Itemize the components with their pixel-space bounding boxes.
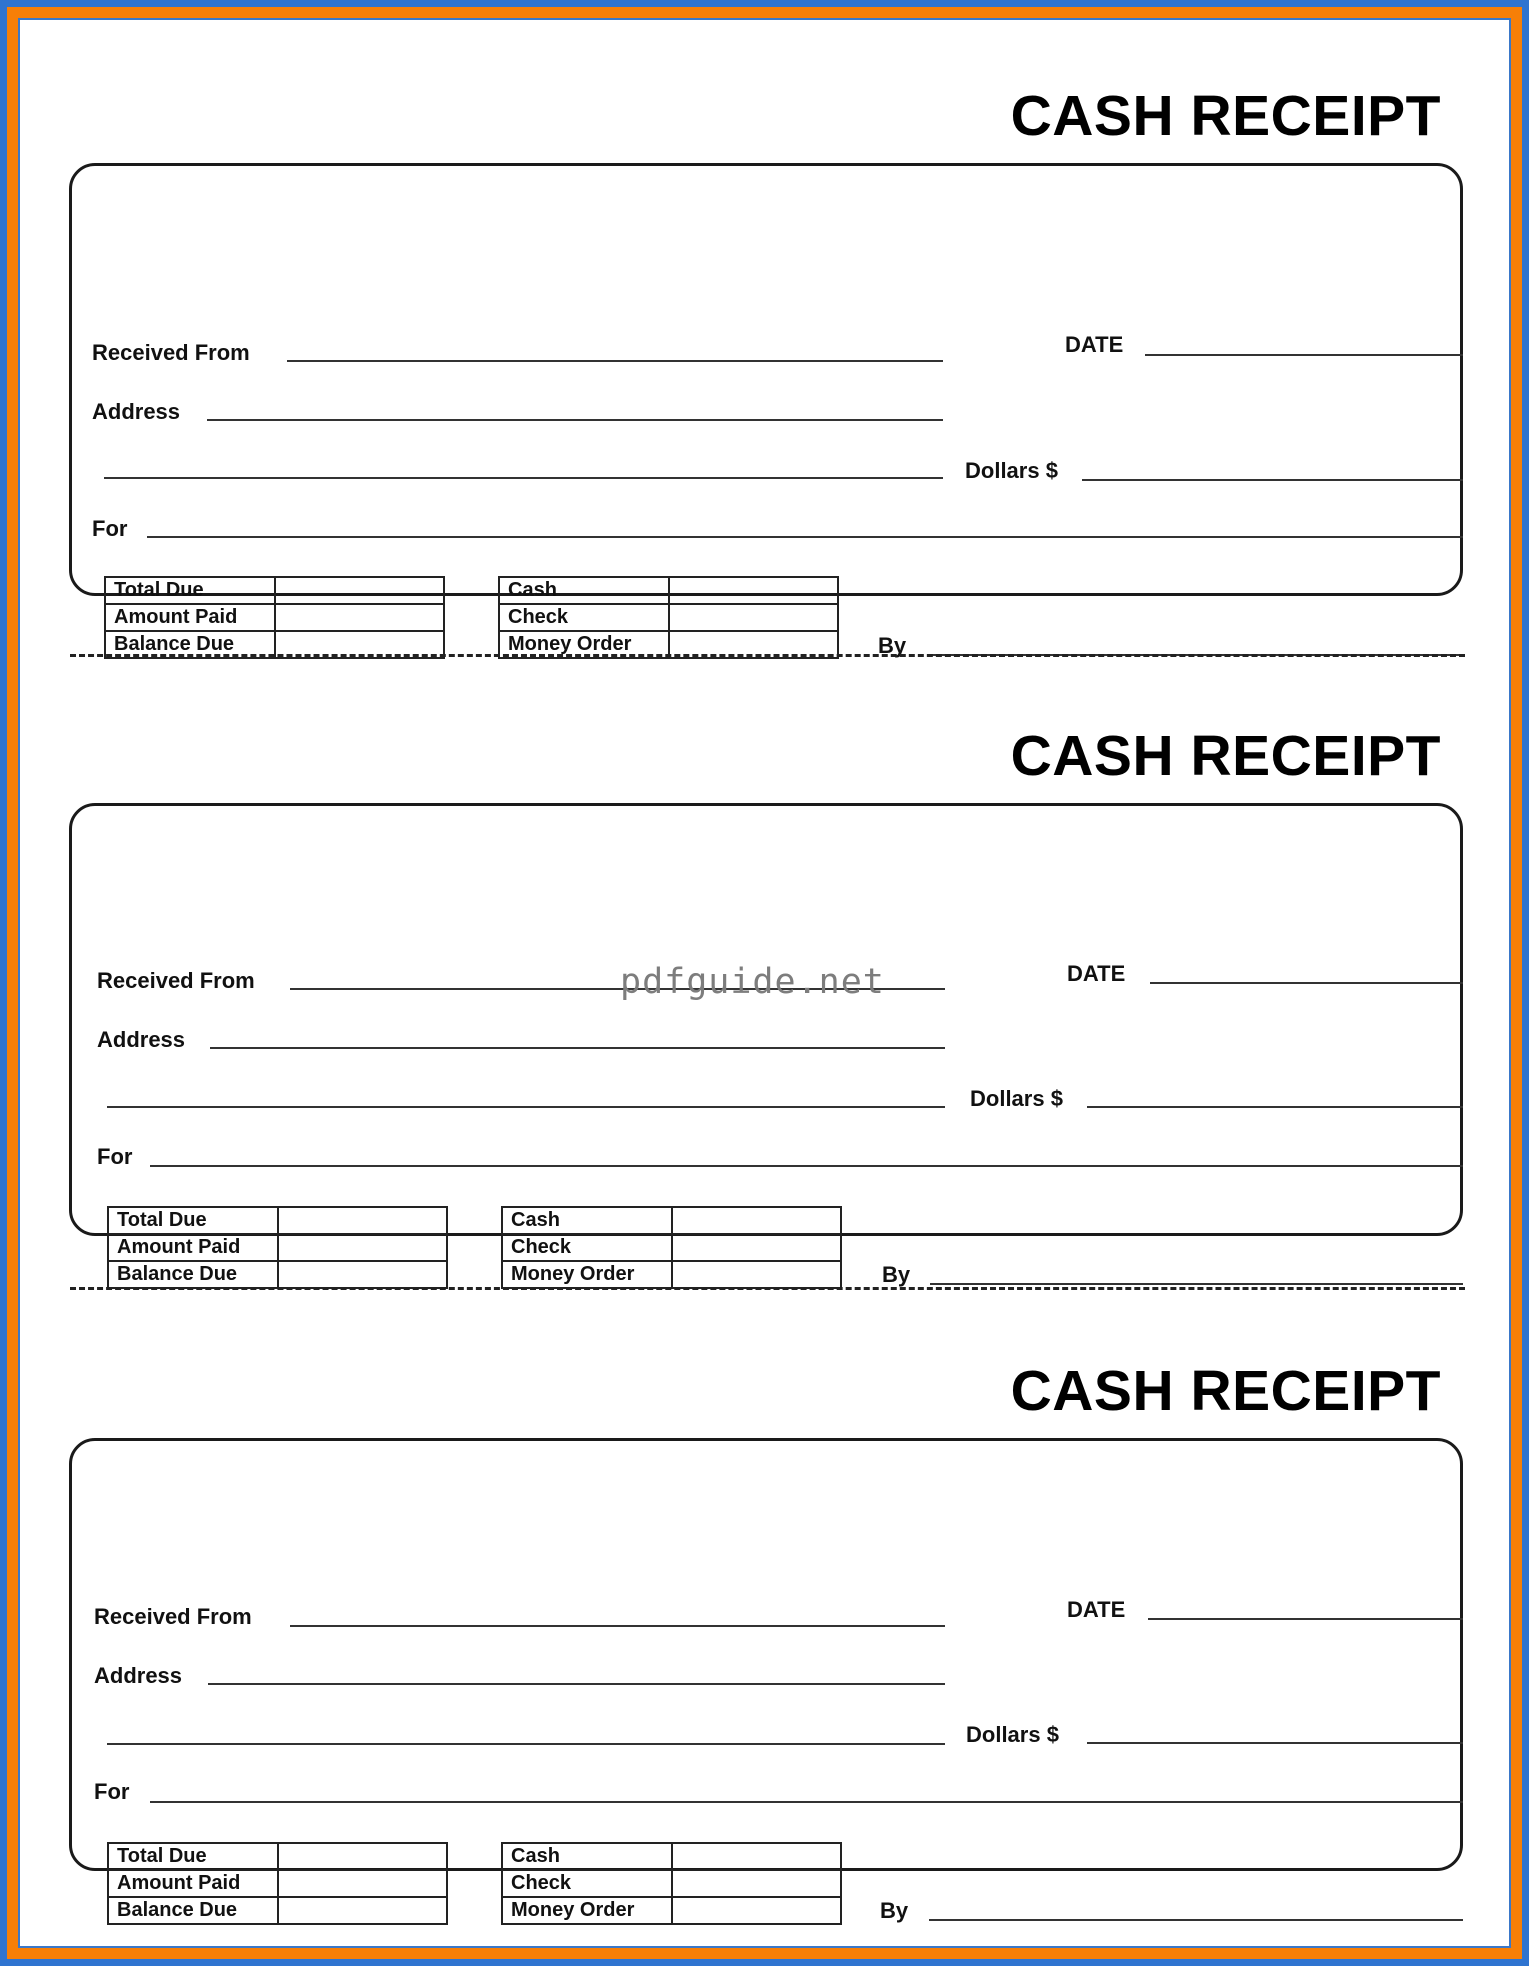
- date-field[interactable]: [1148, 1618, 1463, 1620]
- received-from-label: Received From: [92, 340, 250, 365]
- check-label: Check: [502, 1234, 672, 1261]
- receipt-title: CASH RECEIPT: [1010, 1359, 1441, 1423]
- total-due-label: Total Due: [108, 1843, 278, 1870]
- received-from-label: Received From: [94, 1604, 252, 1629]
- totals-table: [104, 576, 445, 659]
- watermark-text: pdfguide.net: [620, 962, 885, 1002]
- received-from-label: Received From: [97, 968, 255, 993]
- received-from-field[interactable]: [290, 1625, 945, 1627]
- address-label: Address: [94, 1663, 183, 1688]
- totals-table: [107, 1206, 448, 1289]
- by-signature-field[interactable]: [930, 1283, 1463, 1285]
- address-label: Address: [92, 399, 181, 424]
- total-due-label: Total Due: [105, 577, 275, 604]
- amount-paid-label: Amount Paid: [108, 1870, 278, 1897]
- receipt-form-box: [69, 803, 1463, 1287]
- by-label: By: [878, 633, 907, 658]
- money-order-label: Money Order: [502, 1897, 672, 1924]
- balance-due-field[interactable]: [278, 1261, 447, 1288]
- cut-line-2: [70, 1287, 1465, 1290]
- balance-due-label: Balance Due: [108, 1897, 278, 1924]
- balance-due-field[interactable]: [278, 1897, 447, 1924]
- amount-paid-field[interactable]: [275, 604, 444, 631]
- check-field[interactable]: [672, 1870, 841, 1897]
- dollars-field[interactable]: [1082, 479, 1463, 481]
- by-label: By: [880, 1898, 909, 1923]
- for-label: For: [97, 1144, 133, 1169]
- cash-receipt-1: [0, 83, 1529, 658]
- receipt-title: CASH RECEIPT: [1010, 724, 1441, 788]
- receipt-form-box: [69, 1438, 1463, 1923]
- balance-due-label: Balance Due: [105, 631, 275, 658]
- by-signature-field[interactable]: [929, 1919, 1463, 1921]
- money-order-label: Money Order: [502, 1261, 672, 1288]
- check-label: Check: [502, 1870, 672, 1897]
- cash-label: Cash: [502, 1207, 672, 1234]
- cut-line-1: [70, 654, 1465, 657]
- cash-field[interactable]: [669, 577, 838, 604]
- cash-receipt-3: [0, 1358, 1529, 1923]
- amount-paid-field[interactable]: [278, 1234, 447, 1261]
- date-field[interactable]: [1145, 354, 1463, 356]
- address-label: Address: [97, 1027, 186, 1052]
- payment-method-table: [501, 1842, 842, 1925]
- date-field[interactable]: [1150, 982, 1463, 984]
- for-label: For: [92, 516, 128, 541]
- check-label: Check: [499, 604, 669, 631]
- dollars-label: Dollars $: [966, 1722, 1059, 1747]
- for-field[interactable]: [150, 1165, 1463, 1167]
- receipt-title: CASH RECEIPT: [1010, 84, 1441, 148]
- by-label: By: [882, 1262, 911, 1287]
- address-line-2-field[interactable]: [104, 477, 943, 479]
- dollars-label: Dollars $: [965, 458, 1058, 483]
- for-field[interactable]: [147, 536, 1463, 538]
- money-order-label: Money Order: [499, 631, 669, 658]
- total-due-field[interactable]: [278, 1843, 447, 1870]
- check-field[interactable]: [669, 604, 838, 631]
- address-field[interactable]: [210, 1047, 945, 1049]
- payment-method-table: [498, 576, 839, 659]
- address-line-2-field[interactable]: [107, 1106, 945, 1108]
- cash-label: Cash: [502, 1843, 672, 1870]
- amount-paid-label: Amount Paid: [108, 1234, 278, 1261]
- address-field[interactable]: [207, 419, 943, 421]
- cash-receipt-2: [0, 723, 1529, 1287]
- cash-field[interactable]: [672, 1207, 841, 1234]
- total-due-field[interactable]: [275, 577, 444, 604]
- for-label: For: [94, 1779, 130, 1804]
- receipt-form-box: [69, 163, 1463, 658]
- address-field[interactable]: [208, 1683, 945, 1685]
- amount-paid-field[interactable]: [278, 1870, 447, 1897]
- dollars-field[interactable]: [1087, 1742, 1463, 1744]
- address-line-2-field[interactable]: [107, 1743, 945, 1745]
- check-field[interactable]: [672, 1234, 841, 1261]
- balance-due-label: Balance Due: [108, 1261, 278, 1288]
- money-order-field[interactable]: [672, 1261, 841, 1288]
- date-label: DATE: [1067, 961, 1126, 986]
- dollars-field[interactable]: [1087, 1106, 1463, 1108]
- received-from-field[interactable]: [287, 360, 943, 362]
- cash-label: Cash: [499, 577, 669, 604]
- money-order-field[interactable]: [672, 1897, 841, 1924]
- date-label: DATE: [1065, 332, 1124, 357]
- totals-table: [107, 1842, 448, 1925]
- total-due-label: Total Due: [108, 1207, 278, 1234]
- cash-field[interactable]: [672, 1843, 841, 1870]
- amount-paid-label: Amount Paid: [105, 604, 275, 631]
- payment-method-table: [501, 1206, 842, 1289]
- dollars-label: Dollars $: [970, 1086, 1063, 1111]
- total-due-field[interactable]: [278, 1207, 447, 1234]
- date-label: DATE: [1067, 1597, 1126, 1622]
- for-field[interactable]: [150, 1801, 1463, 1803]
